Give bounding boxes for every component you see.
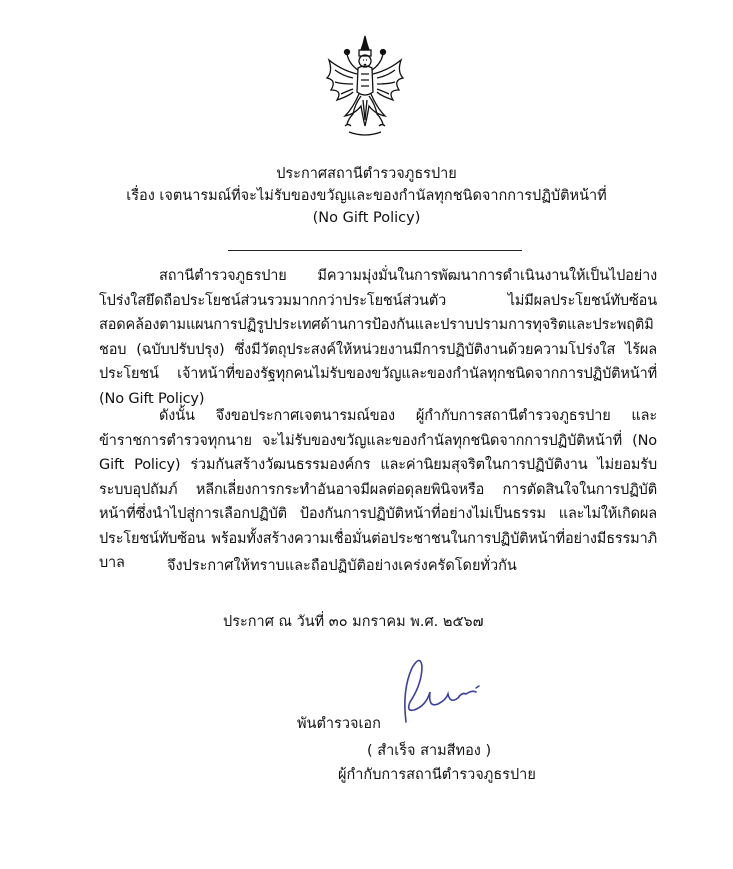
handwritten-signature-icon [392, 650, 484, 730]
garuda-emblem-icon [323, 34, 407, 142]
body-paragraph-2: ดังนั้น จึงขอประกาศเจตนารมณ์ของ ผู้กำกับการสถานีตำรวจภูธรปาย และข้าราชการตำรวจทุกนาย จะไม่รับของขวัญและของกำนัลทุกชนิดจากการปฏิบัติหน้าที่ (No Gift Policy) ร่วมกันสร้างวัฒนธรรมองค์กร และค่านิยมสุจริตในการปฏิบัติงาน ไม่ยอมรับระบบอุปถัมภ์ หลีกเลี่ยงการกระทำอันอาจมีผลต่อดุลยพินิจหรือ การตัดสินใจในการปฏิบัติหน้าที่ซึ่งนำไปสู่การเลือกปฏิบัติ ป้องกันการปฏิบัติหน้าที่อย่างไม่เป็นธรรม และไม่ให้เกิดผลประโยชน์ทับซ้อน พร้อมทั้งสร้างความเชื่อมั่นต่อประชาชนในการปฏิบัติหน้าที่อย่างมีธรรมาภิบาล [99, 408, 657, 571]
announcement-title: ประกาศสถานีตำรวจภูธรปาย [276, 166, 457, 182]
policy-name: (No Gift Policy) [312, 210, 421, 226]
signatory-name: ( สำเร็จ สามสีทอง ) [367, 743, 492, 759]
signatory-position: ผู้กำกับการสถานีตำรวจภูธรปาย [338, 767, 536, 783]
signatory-rank: พันตำรวจเอก [297, 716, 381, 732]
body-paragraph-1: สถานีตำรวจภูธรปาย มีความมุ่งมั่นในการพัฒนาการดำเนินงานให้เป็นไปอย่างโปร่งใสยึดถือประโยชน์ส่วนรวมมากกว่าประโยชน์ส่วนตัว ไม่มีผลประโยชน์ทับซ้อน สอดคล้องตามแผนการปฏิรูปประเทศด้านการป้องกันและปราบปรามการทุจริตและประพฤติมิชอบ (ฉบับปรับปรุง) ซึ่งมีวัตถุประสงค์ให้หน่วยงานมีการปฏิบัติงานด้วยความโปร่งใส ไร้ผลประโยชน์ เจ้าหน้าที่ของรัฐทุกคนไม่รับของขวัญและของกำนัลทุกชนิดจากการปฏิบัติหน้าที่ (No Gift Policy) [99, 268, 657, 407]
closing-statement: จึงประกาศให้ทราบและถือปฏิบัติอย่างเคร่งครัดโดยทั่วกัน [167, 558, 517, 574]
announcement-subject: เรื่อง เจตนารมณ์ที่จะไม่รับของขวัญและของกำนัลทุกชนิดจากการปฏิบัติหน้าที่ [126, 188, 607, 204]
date-line: ประกาศ ณ วันที่ ๓๐ มกราคม พ.ศ. ๒๕๖๗ [223, 614, 484, 630]
header-divider [228, 250, 522, 251]
